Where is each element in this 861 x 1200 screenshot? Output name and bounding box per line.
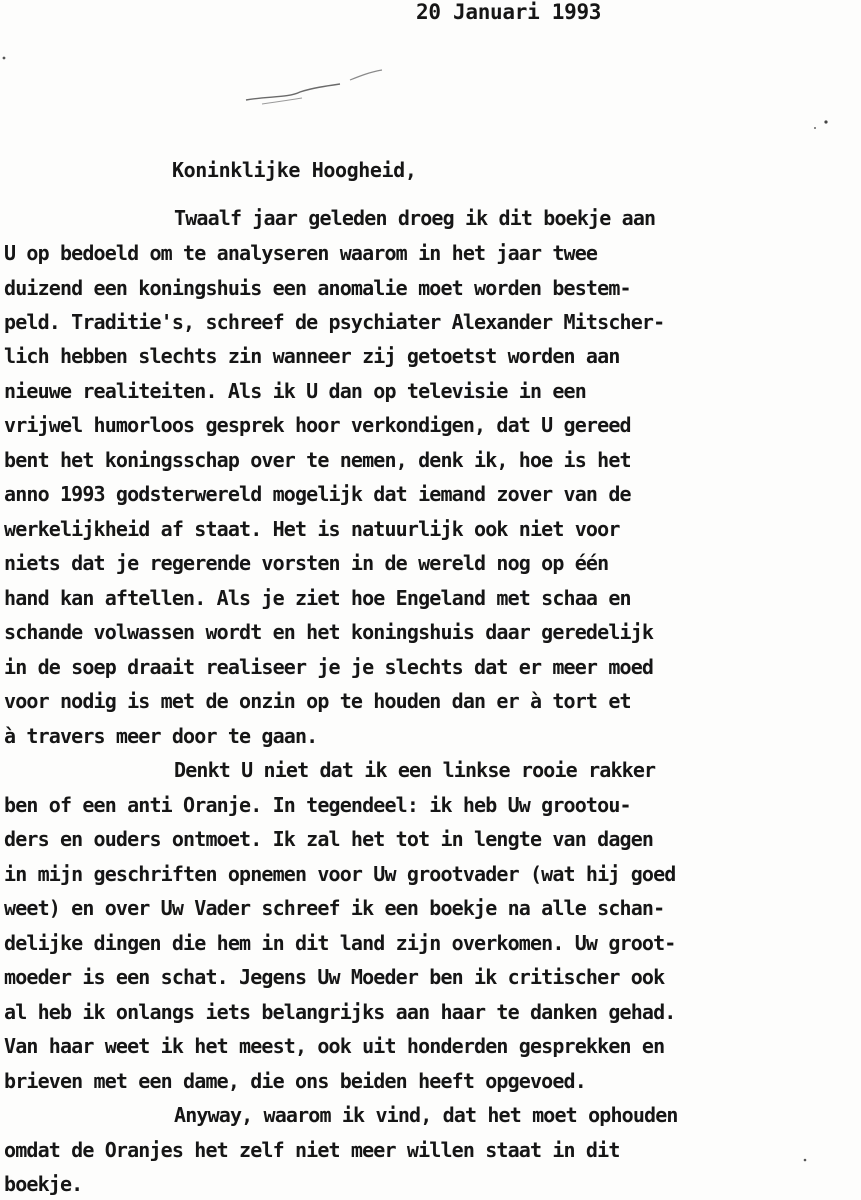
body-line: duizend een koningshuis een anomalie moet worden bestem-: [4, 276, 631, 300]
body-line: brieven met een dame, die ons beiden heeft opgevoed.: [4, 1069, 586, 1093]
body-line: omdat de Oranjes het zelf niet meer willen staat in dit: [4, 1138, 620, 1162]
body-line: boekje.: [4, 1172, 83, 1196]
body-line: anno 1993 godsterwereld mogelijk dat iemand zover van de: [4, 482, 631, 506]
body-line: niets dat je regerende vorsten in de wereld nog op één: [4, 551, 609, 575]
body-line: peld. Traditie's, schreef de psychiater Alexander Mitscher-: [4, 310, 665, 334]
letter-salutation: Koninklijke Hoogheid,: [172, 158, 417, 182]
body-line: nieuwe realiteiten. Als ik U dan op televisie in een: [4, 379, 586, 403]
body-line: delijke dingen die hem in dit land zijn overkomen. Uw groot-: [4, 931, 676, 955]
body-line: hand kan aftellen. Als je ziet hoe Engeland met schaa en: [4, 586, 631, 610]
body-line: U op bedoeld om te analyseren waarom in het jaar twee: [4, 241, 598, 265]
body-line: Anyway, waarom ik vind, dat het moet ophouden: [174, 1103, 678, 1127]
body-line: Denkt U niet dat ik een linkse rooie rakker: [174, 758, 656, 782]
body-line: in mijn geschriften opnemen voor Uw grootvader (wat hij goed: [4, 862, 676, 886]
body-line: bent het koningsschap over te nemen, denk ik, hoe is het: [4, 448, 631, 472]
body-line: moeder is een schat. Jegens Uw Moeder ben ik critischer ook: [4, 965, 665, 989]
body-line: weet) en over Uw Vader schreef ik een boekje na alle schan-: [4, 896, 665, 920]
body-line: al heb ik onlangs iets belangrijks aan haar te danken gehad.: [4, 1000, 676, 1024]
body-line: Twaalf jaar geleden droeg ik dit boekje aan: [174, 206, 656, 230]
body-line: Van haar weet ik het meest, ook uit honderden gesprekken en: [4, 1034, 665, 1058]
body-line: vrijwel humorloos gesprek hoor verkondigen, dat U gereed: [4, 413, 631, 437]
body-line: à travers meer door te gaan.: [4, 724, 318, 748]
body-line: ben of een anti Oranje. In tegendeel: ik heb Uw grootou-: [4, 793, 631, 817]
body-line: schande volwassen wordt en het koningshuis daar geredelijk: [4, 620, 654, 644]
body-line: in de soep draait realiseer je je slechts dat er meer moed: [4, 655, 654, 679]
letter-date: 20 Januari 1993: [416, 0, 602, 24]
body-line: lich hebben slechts zin wanneer zij getoetst worden aan: [4, 344, 620, 368]
body-line: ders en ouders ontmoet. Ik zal het tot in lengte van dagen: [4, 827, 654, 851]
body-line: voor nodig is met de onzin op te houden dan er à tort et: [4, 689, 631, 713]
body-line: werkelijkheid af staat. Het is natuurlijk ook niet voor: [4, 517, 620, 541]
